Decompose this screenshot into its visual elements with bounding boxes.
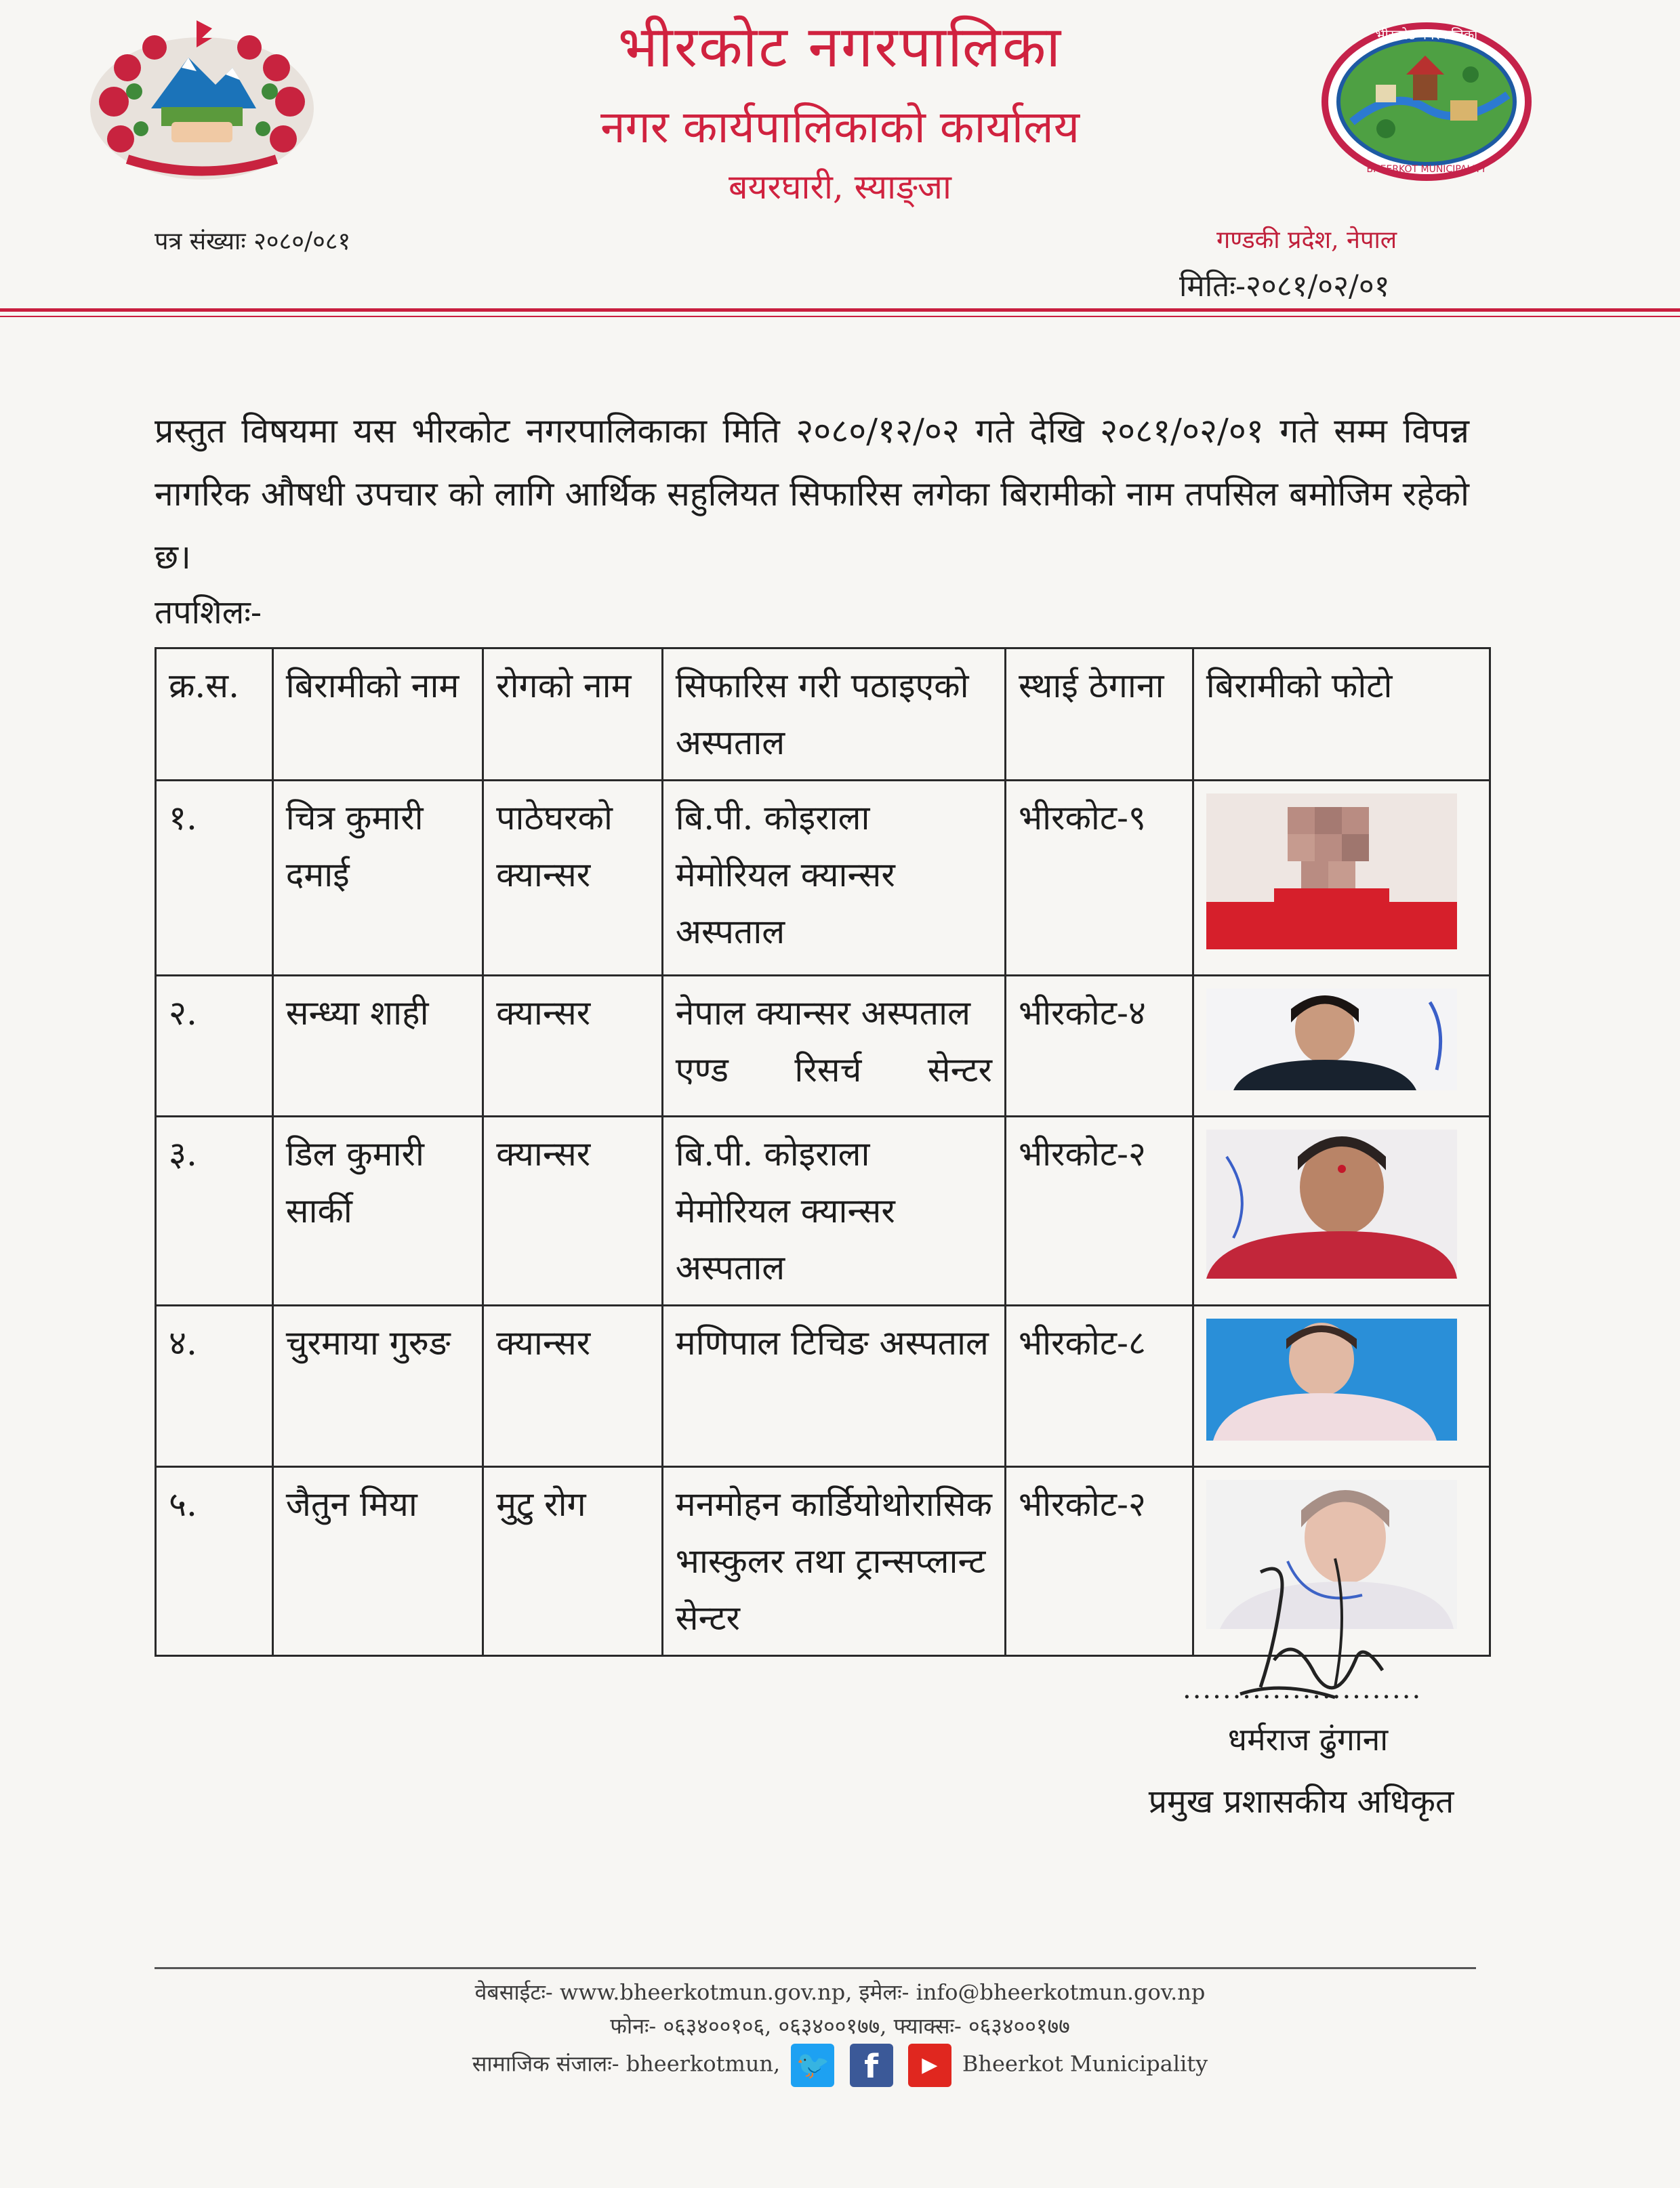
patient-photo [1206, 1130, 1457, 1279]
cell-address: भीरकोट-४ [1005, 976, 1193, 1117]
cell-address: भीरकोट-९ [1005, 781, 1193, 976]
cell-sn: ४. [156, 1306, 273, 1467]
header-address: स्थाई ठेगाना [1005, 648, 1193, 781]
cell-disease: क्यान्सर [483, 1306, 663, 1467]
facebook-icon[interactable]: f [850, 2044, 893, 2087]
signatory-post: प्रमुख प्रशासकीय अधिकृत [1148, 1783, 1454, 1821]
social-name: Bheerkot Municipality [962, 2050, 1208, 2077]
cell-name: डिल कुमारी सार्की [272, 1117, 483, 1306]
patient-table [155, 647, 1491, 1657]
footer-divider [155, 1967, 1476, 1969]
cell-disease: क्यान्सर [483, 1117, 663, 1306]
office-address: बयरघारी, स्याङ्जा [729, 167, 951, 207]
cell-address: भीरकोट-८ [1005, 1306, 1193, 1467]
cell-sn: ३. [156, 1117, 273, 1306]
header-divider-thin [0, 316, 1680, 317]
signatory-name: धर्मराज ढुंगाना [1227, 1721, 1389, 1758]
patient-photo [1206, 1319, 1457, 1441]
signature-mark [1179, 1552, 1477, 1741]
social-label: सामाजिक संजालः- bheerkotmun, [472, 2050, 781, 2077]
footer-website: वेबसाईटः- www.bheerkotmun.gov.np, इमेलः- info@bheerkotmun.gov.np [474, 1979, 1206, 2005]
header-disease: रोगको नाम [483, 648, 663, 781]
twitter-icon[interactable]: 🐦 [791, 2044, 834, 2087]
patient-photo [1206, 989, 1457, 1090]
table-row [156, 781, 1490, 976]
header-sn: क्र.स. [156, 648, 273, 781]
cell-name: चित्र कुमारी दमाई [272, 781, 483, 976]
letter-date: मितिः-२०८१/०२/०१ [1179, 269, 1390, 304]
cell-disease: पाठेघरको क्यान्सर [483, 781, 663, 976]
cell-hospital: मनमोहन कार्डियोथोरासिक भास्कुलर तथा ट्रान्सप्लान्ट सेन्टर [662, 1467, 1005, 1656]
cell-sn: ५. [156, 1467, 273, 1656]
cell-photo [1193, 976, 1490, 1117]
signature-line: ........................ [1183, 1674, 1422, 1705]
table-row [156, 1306, 1490, 1467]
cell-hospital: मणिपाल टिचिङ अस्पताल [662, 1306, 1005, 1467]
office-name: नगर कार्यपालिकाको कार्यालय [600, 101, 1080, 153]
cell-address: भीरकोट-२ [1005, 1467, 1193, 1656]
cell-hospital: बि.पी. कोइराला मेमोरियल क्यान्सर अस्पताल [662, 1117, 1005, 1306]
footer-phone: फोनः- ०६३४००१०६, ०६३४००१७७, फ्याक्सः- ०६३४००१७७ [610, 2013, 1070, 2039]
logo-text-top: भीरकोट नगरपालिका [1375, 26, 1478, 43]
cell-disease: मुटु रोग [483, 1467, 663, 1656]
cell-sn: १. [156, 781, 273, 976]
cell-name: सन्ध्या शाही [272, 976, 483, 1117]
logo-text-bottom: BHEERKOT MUNICIPALITY [1366, 164, 1487, 175]
letter-number: पत्र संख्याः २०८०/०८१ [155, 228, 351, 255]
cell-photo [1193, 1117, 1490, 1306]
details-label: तपशिलः- [155, 594, 262, 632]
cell-hospital: बि.पी. कोइराला मेमोरियल क्यान्सर अस्पताल [662, 781, 1005, 976]
table-row [156, 976, 1490, 1117]
header-name: बिरामीको नाम [272, 648, 483, 781]
cell-photo [1193, 781, 1490, 976]
patient-photo-blurred [1206, 793, 1457, 949]
org-name: भीरकोट नगरपालिका [617, 14, 1063, 80]
footer-social [0, 2044, 1680, 2087]
table-row [156, 1117, 1490, 1306]
table-header-row [156, 648, 1490, 781]
header-photo: बिरामीको फोटो [1193, 648, 1490, 781]
cell-photo [1193, 1306, 1490, 1467]
cell-hospital: नेपाल क्यान्सर अस्पताल एण्ड रिसर्च सेन्टर [662, 976, 1005, 1117]
cell-name: जैतुन मिया [272, 1467, 483, 1656]
body-paragraph: प्रस्तुत विषयमा यस भीरकोट नगरपालिकाका मिति २०८०/१२/०२ गते देखि २०८१/०२/०१ गते सम्म विपन्न नागरिक औषधी उपचार को लागि आर्थिक सहुलियत सिफारिस लगेका बिरामीको नाम तपसिल बमोजिम रहेको छ। [155, 411, 1469, 577]
cell-address: भीरकोट-२ [1005, 1117, 1193, 1306]
youtube-icon[interactable]: ▶ [908, 2044, 951, 2087]
cell-disease: क्यान्सर [483, 976, 663, 1117]
bheerkot-municipality-logo-icon [1311, 20, 1542, 183]
cell-name: चुरमाया गुरुङ [272, 1306, 483, 1467]
header-divider [0, 308, 1680, 312]
province-label: गण्डकी प्रदेश, नेपाल [1216, 226, 1397, 254]
header-hospital: सिफारिस गरी पठाइएको अस्पताल [662, 648, 1005, 781]
cell-sn: २. [156, 976, 273, 1117]
